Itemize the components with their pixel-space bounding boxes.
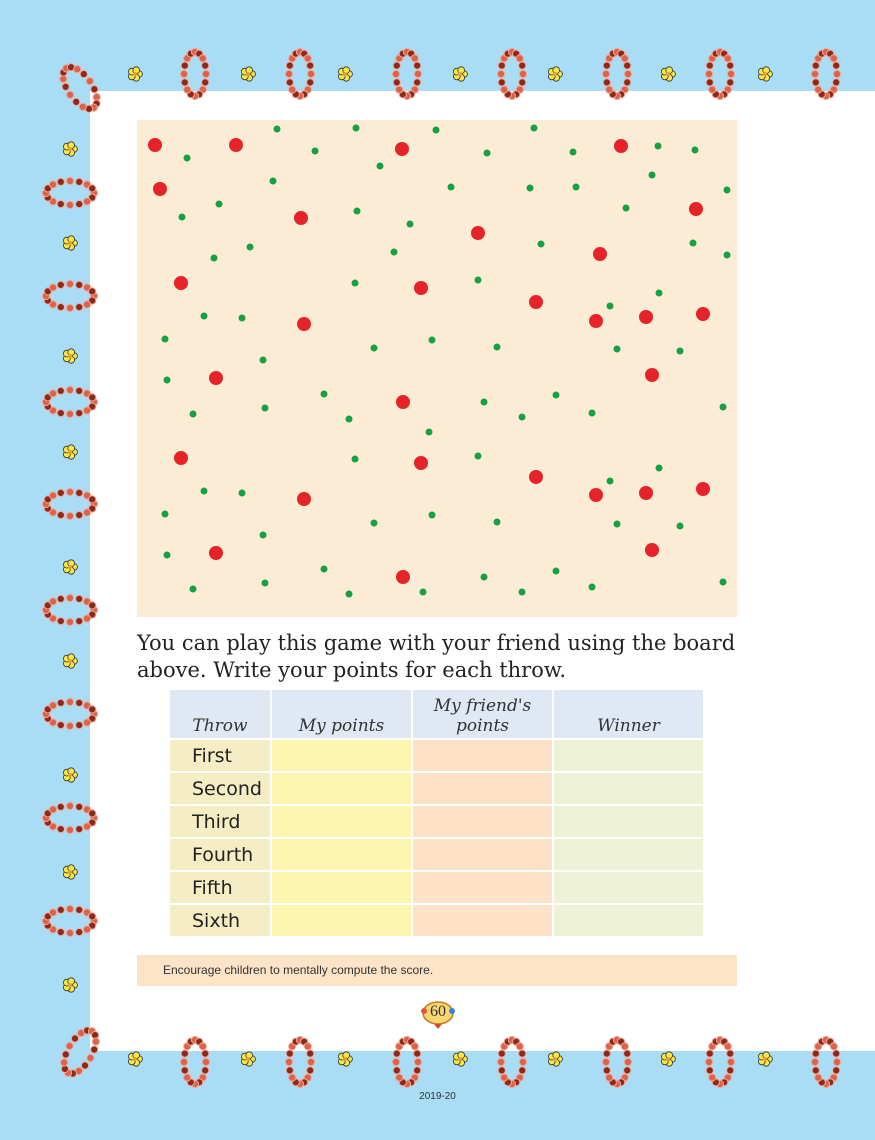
flower-garland-icon <box>497 48 526 99</box>
throw-label: Fifth <box>169 871 271 904</box>
flower-icon <box>63 560 77 574</box>
flower-icon <box>338 1052 352 1066</box>
flower-icon <box>63 142 77 156</box>
flower-garland-icon <box>705 48 734 99</box>
flower-icon <box>548 1052 562 1066</box>
flower-garland-icon <box>602 1036 631 1087</box>
flower-icon <box>548 67 562 81</box>
throw-label: Fourth <box>169 838 271 871</box>
flower-icon <box>453 67 467 81</box>
flower-icon <box>661 1052 675 1066</box>
flower-garland-icon <box>42 905 97 936</box>
flower-icon <box>453 1052 467 1066</box>
teacher-note: Encourage children to mentally compute the score. <box>137 955 737 986</box>
edition-year: 2019-20 <box>419 1091 456 1102</box>
flower-icon <box>63 349 77 363</box>
header-friends-points: My friend's points <box>412 689 553 739</box>
flower-icon <box>128 1052 142 1066</box>
throw-label: Sixth <box>169 904 271 937</box>
flower-garland-icon <box>285 1036 314 1087</box>
page-number: 60 <box>430 1003 446 1020</box>
flower-garland-icon <box>602 48 631 99</box>
flower-icon <box>241 1052 255 1066</box>
flower-icon <box>63 768 77 782</box>
instruction-text: You can play this game with your friend using the board above. Write your points for each throw. <box>137 631 736 682</box>
throw-label: First <box>169 739 271 772</box>
flower-icon <box>63 654 77 668</box>
throw-label: Third <box>169 805 271 838</box>
flower-icon <box>758 67 772 81</box>
flower-garland-icon <box>705 1036 734 1087</box>
flower-icon <box>338 67 352 81</box>
header-throw: Throw <box>169 689 271 739</box>
flower-garland-icon <box>42 280 97 311</box>
flower-icon <box>63 978 77 992</box>
flower-icon <box>63 236 77 250</box>
flower-icon <box>758 1052 772 1066</box>
flower-garland-icon <box>53 1020 108 1083</box>
flower-garland-icon <box>180 48 209 99</box>
flower-icon <box>63 445 77 459</box>
flower-icon <box>128 67 142 81</box>
flower-icon <box>241 67 255 81</box>
flower-garland-icon <box>285 48 314 99</box>
flower-garland-icon <box>42 594 97 625</box>
flower-garland-icon <box>811 1036 840 1087</box>
flower-garland-icon <box>811 48 840 99</box>
flower-garland-icon <box>42 698 97 729</box>
flower-icon <box>63 865 77 879</box>
flower-garland-icon <box>42 386 97 417</box>
flower-garland-icon <box>42 177 97 208</box>
header-winner: Winner <box>553 689 704 739</box>
flower-garland-icon <box>392 1036 421 1087</box>
flower-garland-icon <box>42 488 97 519</box>
flower-garland-icon <box>42 802 97 833</box>
flower-garland-icon <box>51 56 108 119</box>
flower-garland-icon <box>497 1036 526 1087</box>
flower-icon <box>661 67 675 81</box>
flower-garland-icon <box>180 1036 209 1087</box>
flower-garland-icon <box>392 48 421 99</box>
header-my-points: My points <box>271 689 412 739</box>
throw-label: Second <box>169 772 271 805</box>
